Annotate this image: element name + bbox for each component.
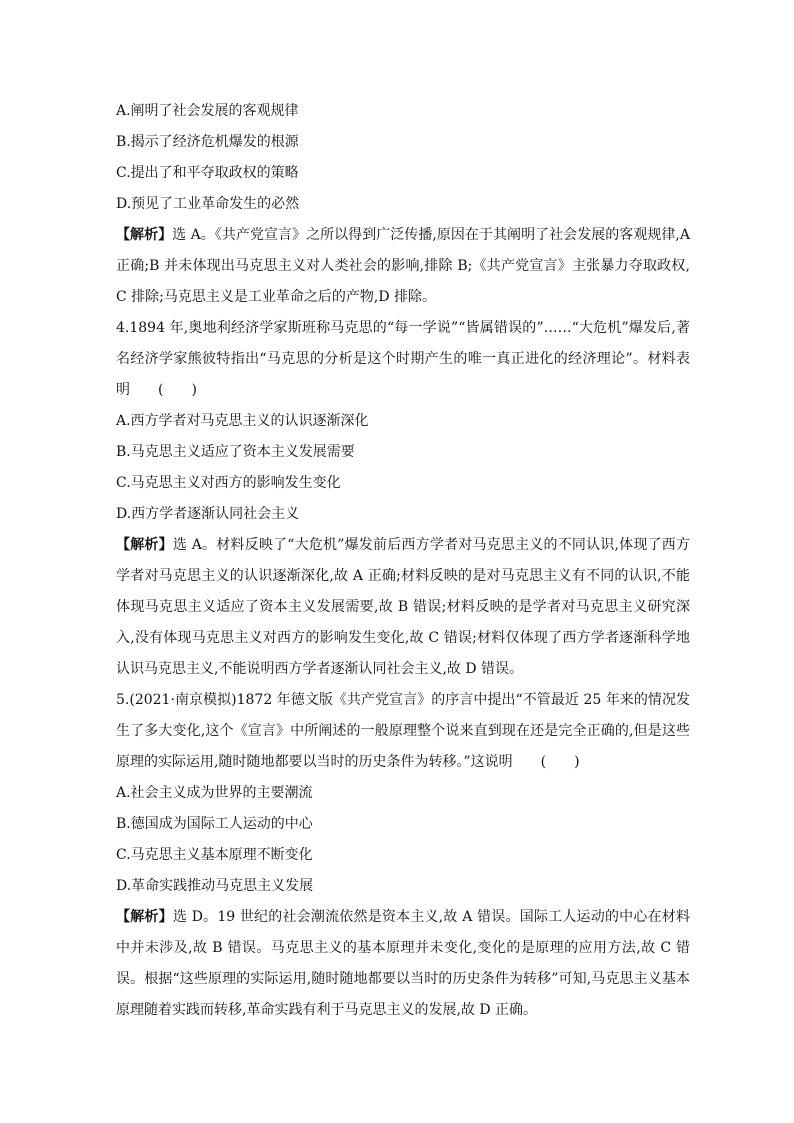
q3-option-c: C.提出了和平夺取政权的策略 (116, 165, 299, 181)
q4-option-a: A.西方学者对马克思主义的认识逐渐深化 (116, 413, 369, 429)
q3-option-b: B.揭示了经济危机爆发的根源 (116, 134, 299, 150)
q5-stem: 5.(2021·南京模拟)1872 年德文版《共产党宣言》的序言中提出“不管最近 25 年来的情况发生了多大变化,这个《宣言》中所阐述的一般原理整个说来直到现在还是完全正确的,但是这些原理的实际运用,随时随地都要以当时的历史条件为转移。”这说明 ( ) (116, 692, 690, 770)
q4-option-b: B.马克思主义适应了资本主义发展需要 (116, 444, 355, 460)
analysis-text: 选 D。19 世纪的社会潮流依然是资本主义,故 A 错误。国际工人运动的中心在材料中并未涉及,故 B 错误。马克思主义的基本原理并未变化,变化的是原理的应用方法,故 C 错误。根据“这些原理的实际运用,随时随地都要以当时的历史条件为转移”可知,马克思主义基本原理随着实践而转移,革命实践有利于马克思主义的发展,故 D 正确。 (116, 909, 690, 1018)
q4-option-c: C.马克思主义对西方的影响发生变化 (116, 475, 341, 491)
analysis-tag: 【解析】 (116, 909, 173, 925)
analysis-text: 选 A。《共产党宣言》之所以得到广泛传播,原因在于其阐明了社会发展的客观规律,A 正确;B 并未体现出马克思主义对人类社会的影响,排除 B;《共产党宣言》主张暴力夺取政权,C 排除;马克思主义是工业革命之后的产物,D 排除。 (116, 227, 690, 305)
q4-option-d: D.西方学者逐渐认同社会主义 (116, 506, 300, 522)
analysis-text: 选 A。材料反映了“大危机”爆发前后西方学者对马克思主义的不同认识,体现了西方学者对马克思主义的认识逐渐深化,故 A 正确;材料反映的是对马克思主义有不同的认识,不能体现马克思主义适应了资本主义发展需要,故 B 错误;材料反映的是学者对马克思主义研究深入,没有体现马克思主义对西方的影响发生变化,故 C 错误;材料仅体现了西方学者逐渐科学地认识马克思主义,不能说明西方学者逐渐认同社会主义,故 D 错误。 (116, 537, 690, 677)
q5-option-a: A.社会主义成为世界的主要潮流 (116, 785, 313, 801)
q3-analysis (116, 220, 690, 313)
q4-stem: 4.1894 年,奥地利经济学家斯班称马克思的“每一学说”“皆属错误的”……“大危机”爆发后,著名经济学家熊彼特指出“马克思的分析是这个时期产生的唯一真正进化的经济理论”。材料表明 ( ) (116, 320, 690, 398)
q5-analysis (116, 902, 690, 1026)
analysis-tag: 【解析】 (116, 537, 173, 553)
q5-option-c: C.马克思主义基本原理不断变化 (116, 847, 313, 863)
q3-option-a: A.阐明了社会发展的客观规律 (116, 103, 299, 119)
q3-option-d: D.预见了工业革命发生的必然 (116, 196, 300, 212)
document-page (116, 96, 690, 1026)
q4-analysis (116, 530, 690, 685)
q5-option-b: B.德国成为国际工人运动的中心 (116, 816, 313, 832)
analysis-tag: 【解析】 (116, 227, 173, 243)
q5-option-d: D.革命实践推动马克思主义发展 (116, 878, 314, 894)
